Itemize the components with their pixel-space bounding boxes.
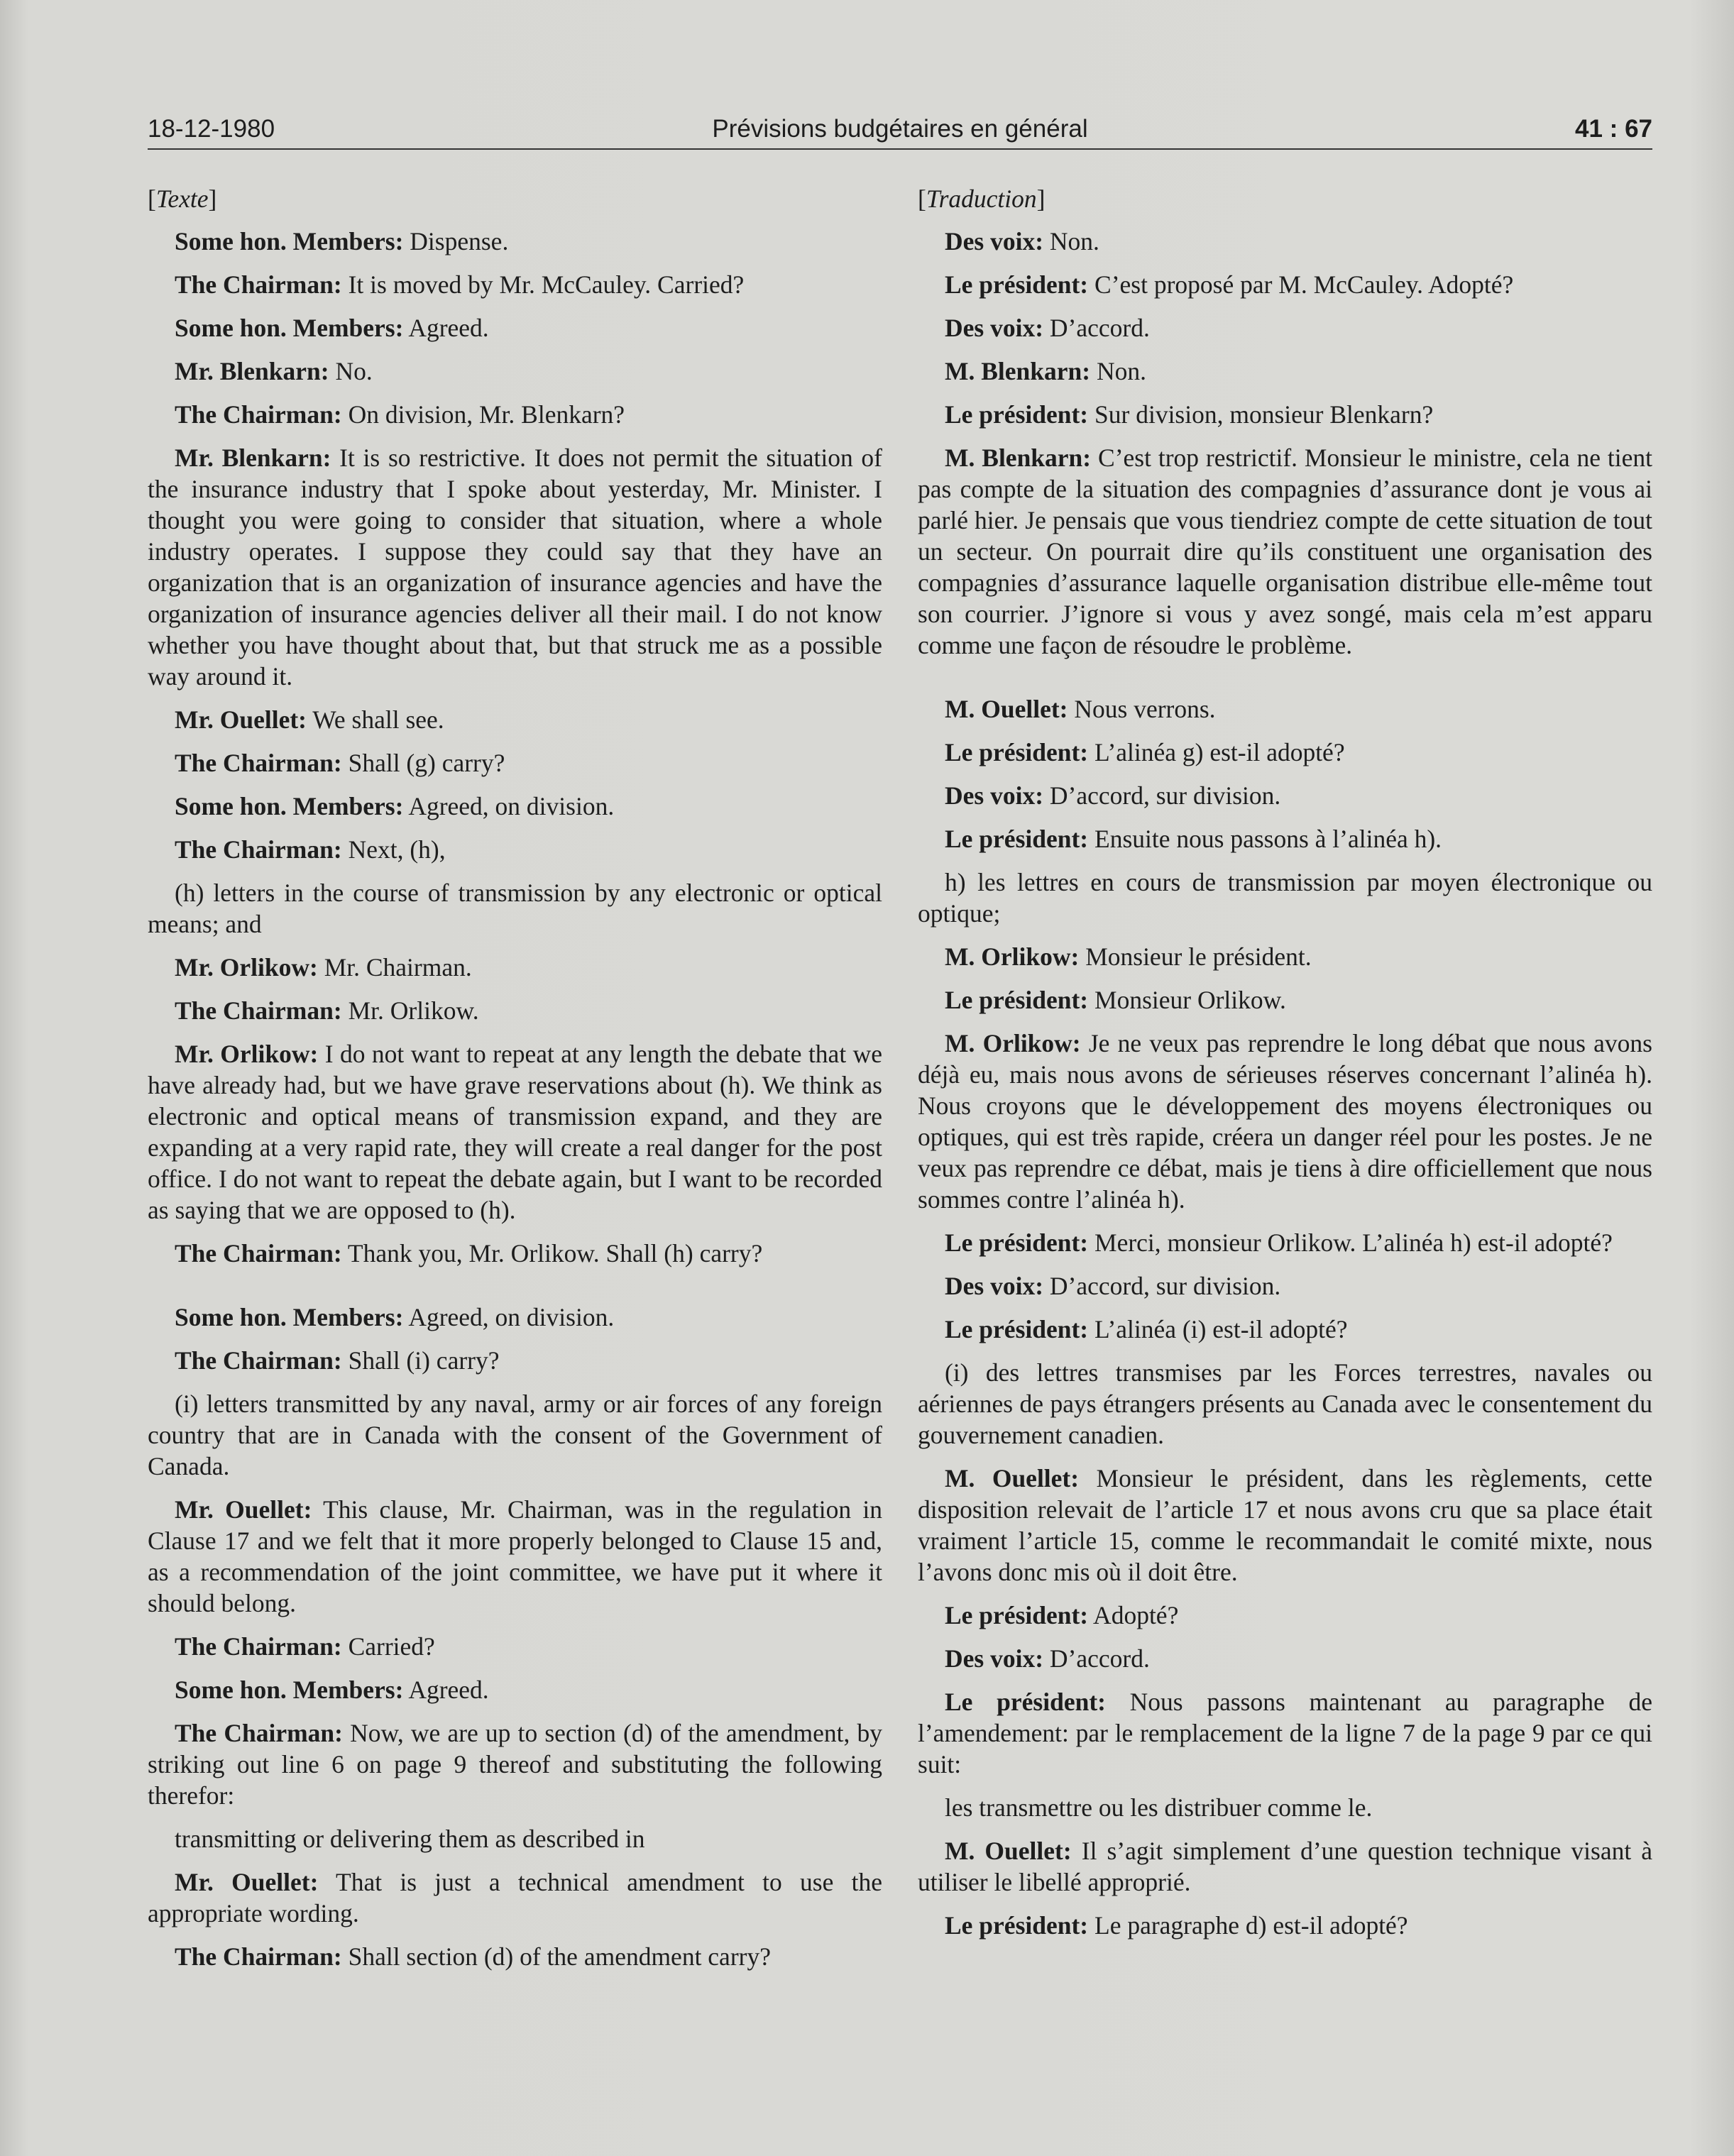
transcript-paragraph	[918, 442, 1652, 661]
speaker-name: The Chairman:	[175, 1239, 342, 1267]
transcript-paragraph	[918, 823, 1652, 854]
paragraph-text: It is moved by Mr. McCauley. Carried?	[341, 270, 745, 299]
speaker-name: M. Ouellet:	[945, 1464, 1080, 1492]
speaker-name: Des voix:	[945, 1644, 1044, 1673]
transcript-paragraph	[918, 693, 1652, 725]
transcript-paragraph	[918, 984, 1652, 1016]
paragraph-text: D’accord.	[1043, 1644, 1150, 1673]
transcript-paragraph	[148, 834, 882, 865]
transcript-paragraph	[918, 356, 1652, 387]
speaker-name: Des voix:	[945, 314, 1044, 342]
speaker-name: Des voix:	[945, 781, 1044, 810]
paragraph-text: Adopté?	[1088, 1601, 1179, 1629]
transcript-paragraph	[918, 1910, 1652, 1941]
transcript-paragraph	[918, 737, 1652, 768]
speaker-name: Mr. Blenkarn:	[175, 444, 331, 472]
speaker-name: Le président:	[945, 1911, 1089, 1940]
paragraph-text: Agreed, on division.	[403, 1303, 615, 1331]
paragraph-text: No.	[329, 357, 373, 385]
paragraph-text: C’est trop restrictif. Monsieur le ministre, cela ne tient pas compte de la situation des compagnies d’assurance dont je vous ai parlé hier. Je pensais que vous tiendriez compte de cette situation de tout un secteur. On pourrait dire qu’ils constituent une organisation des compagnies d’assurance laquelle organisation distribue elle-même tout son courrier. J’ignore si vous y avez songé, mais cela m’est apparu comme une façon de résoudre le problème.	[918, 444, 1652, 659]
transcript-paragraph	[918, 226, 1652, 257]
speaker-name: The Chairman:	[175, 1346, 342, 1375]
speaker-name: Some hon. Members:	[175, 1676, 404, 1704]
speaker-name: Le président:	[945, 400, 1089, 429]
paragraph-text: D’accord, sur division.	[1043, 1272, 1281, 1300]
speaker-name: Des voix:	[945, 227, 1044, 255]
paragraph-text: Mr. Orlikow.	[341, 996, 479, 1025]
speaker-name: The Chairman:	[175, 1719, 343, 1747]
paragraph-text: I do not want to repeat at any length the debate that we have already had, but we have grave reservations about (h). We think as electronic and optical means of transmission expand, and they are expanding at a very rapid rate, they will create a real danger for the post office. I do not want to repeat the debate again, but I want to be recorded as saying that we are opposed to (h).	[148, 1040, 882, 1224]
speaker-name: Mr. Ouellet:	[175, 1868, 319, 1896]
speaker-name: Le président:	[945, 1601, 1089, 1629]
paragraph-text: (i) des lettres transmises par les Forces terrestres, navales ou aériennes de pays étrangers présents au Canada avec le consentement du gouvernement canadien.	[918, 1358, 1652, 1449]
transcript-paragraph	[918, 780, 1652, 811]
speaker-name: The Chairman:	[175, 270, 342, 299]
speaker-name: The Chairman:	[175, 996, 342, 1025]
transcript-paragraph	[148, 791, 882, 822]
header-title: Prévisions budgétaires en général	[712, 115, 1088, 143]
paragraph-text: It is so restrictive. It does not permit the situation of the insurance industry that I spoke about yesterday, Mr. Minister. I thought you were going to consider that situation, where a whole industry operates. I suppose they could say that they have an organization that is an organization of insurance agencies and have the organization of insurance agencies deliver all their mail. I do not know whether you have thought about that, but that struck me as a possible way around it.	[148, 444, 882, 691]
transcript-paragraph	[148, 1717, 882, 1811]
quoted-text	[918, 867, 1652, 929]
paragraph-text: Agreed, on division.	[403, 792, 615, 820]
speaker-name: M. Blenkarn:	[945, 357, 1091, 385]
paragraph-text: D’accord, sur division.	[1043, 781, 1281, 810]
speaker-name: The Chairman:	[175, 400, 342, 429]
quoted-text	[918, 1792, 1652, 1823]
speaker-name: Mr. Blenkarn:	[175, 357, 329, 385]
speaker-name: Some hon. Members:	[175, 314, 404, 342]
transcript-paragraph	[918, 1686, 1652, 1780]
paragraph-text: Le paragraphe d) est-il adopté?	[1088, 1911, 1408, 1940]
paragraph-text: Merci, monsieur Orlikow. L’alinéa h) est-il adopté?	[1088, 1228, 1613, 1257]
speaker-name: Des voix:	[945, 1272, 1044, 1300]
paragraph-text: Shall (i) carry?	[341, 1346, 500, 1375]
french-column	[918, 183, 1652, 1953]
transcript-paragraph	[148, 1674, 882, 1705]
speaker-name: Mr. Ouellet:	[175, 1495, 312, 1524]
transcript-paragraph	[918, 312, 1652, 343]
paragraph-text: This clause, Mr. Chairman, was in the regulation in Clause 17 and we felt that it more properly belonged to Clause 15 and, as a recommendation of the joint committee, we have put it where it should belong.	[148, 1495, 882, 1617]
paragraph-text: (i) letters transmitted by any naval, army or air forces of any foreign country that are in Canada with the consent of the Government of Canada.	[148, 1390, 882, 1480]
paragraph-text: D’accord.	[1043, 314, 1150, 342]
paragraph-text: L’alinéa g) est-il adopté?	[1088, 738, 1345, 766]
transcript-paragraph	[148, 1631, 882, 1662]
speaker-name: Le président:	[945, 986, 1089, 1014]
paragraph-text: Next, (h),	[341, 835, 446, 864]
speaker-name: Le président:	[945, 1228, 1089, 1257]
speaker-name: The Chairman:	[175, 1632, 342, 1661]
paragraph-text: Agreed.	[403, 314, 489, 342]
speaker-name: M. Ouellet:	[945, 1837, 1072, 1865]
paragraph-text: Monsieur Orlikow.	[1088, 986, 1286, 1014]
transcript-paragraph	[918, 399, 1652, 430]
paragraph-text: (h) letters in the course of transmission by any electronic or optical means; and	[148, 879, 882, 938]
paragraph-text: That is just a technical amendment to use the appropriate wording.	[148, 1868, 882, 1927]
column-label: [Texte]	[148, 185, 217, 213]
column-label: [Traduction]	[918, 185, 1046, 213]
transcript-paragraph	[918, 1270, 1652, 1302]
page-header	[148, 110, 1652, 150]
transcript-paragraph	[148, 312, 882, 343]
speaker-name: M. Orlikow:	[945, 942, 1080, 971]
english-column	[148, 183, 882, 1984]
paragraph-text: Non.	[1043, 227, 1099, 255]
paragraph-text: We shall see.	[307, 705, 444, 734]
paragraph-text: Now, we are up to section (d) of the amendment, by striking out line 6 on page 9 thereof and substituting the following therefor:	[148, 1719, 882, 1810]
transcript-paragraph	[148, 269, 882, 300]
transcript-paragraph	[918, 1643, 1652, 1674]
transcript-paragraph	[918, 1600, 1652, 1631]
transcript-paragraph	[918, 1028, 1652, 1215]
speaker-name: Some hon. Members:	[175, 792, 404, 820]
paragraph-text: Nous verrons.	[1068, 695, 1216, 723]
quoted-text	[918, 1357, 1652, 1451]
paragraph-text: Dispense.	[403, 227, 509, 255]
paragraph-text: Il s’agit simplement d’une question technique visant à utiliser le libellé approprié.	[918, 1837, 1653, 1896]
paragraph-text: C’est proposé par M. McCauley. Adopté?	[1088, 270, 1514, 299]
paragraph-text: Mr. Chairman.	[317, 953, 472, 981]
speaker-name: M. Ouellet:	[945, 695, 1068, 723]
paragraph-text: Nous passons maintenant au paragraphe de l’amendement: par le remplacement de la ligne 7 de la page 9 par ce qui suit:	[918, 1688, 1652, 1778]
paragraph-text: On division, Mr. Blenkarn?	[341, 400, 625, 429]
speaker-name: The Chairman:	[175, 1942, 342, 1971]
speaker-name: Le président:	[945, 1688, 1106, 1716]
transcript-paragraph	[148, 1345, 882, 1376]
transcript-paragraph	[148, 399, 882, 430]
paragraph-text: L’alinéa (i) est-il adopté?	[1088, 1315, 1348, 1343]
transcript-paragraph	[148, 952, 882, 983]
transcript-paragraph	[148, 1866, 882, 1929]
speaker-name: Le président:	[945, 270, 1089, 299]
speaker-name: Le président:	[945, 825, 1089, 853]
transcript-paragraph	[918, 1227, 1652, 1258]
paragraph-text: Agreed.	[403, 1676, 489, 1704]
transcript-paragraph	[148, 1494, 882, 1619]
paragraph-text: Ensuite nous passons à l’alinéa h).	[1088, 825, 1442, 853]
paragraph-text: Carried?	[341, 1632, 435, 1661]
paragraph-text: Thank you, Mr. Orlikow. Shall (h) carry?	[341, 1239, 763, 1267]
header-page-number: 41 : 67	[1575, 115, 1652, 143]
speaker-name: Mr. Orlikow:	[175, 1040, 319, 1068]
transcript-paragraph	[148, 442, 882, 692]
paragraph-text: Shall (g) carry?	[341, 749, 505, 777]
transcript-paragraph	[148, 1238, 882, 1269]
speaker-name: Some hon. Members:	[175, 227, 404, 255]
speaker-name: Some hon. Members:	[175, 1303, 404, 1331]
speaker-name: Mr. Orlikow:	[175, 953, 318, 981]
transcript-paragraph	[148, 356, 882, 387]
transcript-paragraph	[148, 747, 882, 779]
paragraph-text: transmitting or delivering them as described in	[175, 1825, 645, 1853]
paragraph-text: les transmettre ou les distribuer comme le.	[945, 1793, 1373, 1822]
transcript-paragraph	[148, 1302, 882, 1333]
speaker-name: M. Orlikow:	[945, 1029, 1081, 1057]
paragraph-text: Je ne veux pas reprendre le long débat que nous avons déjà eu, mais nous avons de sérieuses réserves concernant l’alinéa h). Nous croyons que le développement des moyens électroniques ou optiques, qui est très rapide, créera un danger réel pour les postes. Je ne veux pas reprendre ce débat, mais je tiens à dire officiellement que nous sommes contre l’alinéa h).	[918, 1029, 1652, 1214]
paragraph-text: Monsieur le président, dans les règlements, cette disposition relevait de l’article 17 et nous avons cru que sa place était vraiment l’article 15, comme le recommandait le comité mixte, nous l’avons donc mis où il doit être.	[918, 1464, 1652, 1586]
speaker-name: Le président:	[945, 738, 1089, 766]
paragraph-text: Non.	[1090, 357, 1147, 385]
speaker-name: The Chairman:	[175, 835, 342, 864]
paragraph-text: Monsieur le président.	[1079, 942, 1312, 971]
quoted-text	[148, 1823, 882, 1854]
transcript-paragraph	[148, 1941, 882, 1972]
transcript-paragraph	[918, 941, 1652, 972]
transcript-paragraph	[918, 1314, 1652, 1345]
speaker-name: Mr. Ouellet:	[175, 705, 307, 734]
paragraph-text: h) les lettres en cours de transmission par moyen électronique ou optique;	[918, 868, 1652, 928]
transcript-paragraph	[918, 1463, 1652, 1588]
quoted-text	[148, 1388, 882, 1482]
transcript-paragraph	[148, 226, 882, 257]
transcript-paragraph	[148, 995, 882, 1026]
paragraph-text: Shall section (d) of the amendment carry?	[341, 1942, 771, 1971]
paragraph-text: Sur division, monsieur Blenkarn?	[1088, 400, 1434, 429]
speaker-name: M. Blenkarn:	[945, 444, 1092, 472]
quoted-text	[148, 877, 882, 940]
speaker-name: Le président:	[945, 1315, 1089, 1343]
speaker-name: The Chairman:	[175, 749, 342, 777]
header-date: 18-12-1980	[148, 115, 275, 143]
transcript-paragraph	[148, 704, 882, 735]
transcript-paragraph	[148, 1038, 882, 1226]
transcript-paragraph	[918, 269, 1652, 300]
transcript-paragraph	[918, 1835, 1652, 1898]
